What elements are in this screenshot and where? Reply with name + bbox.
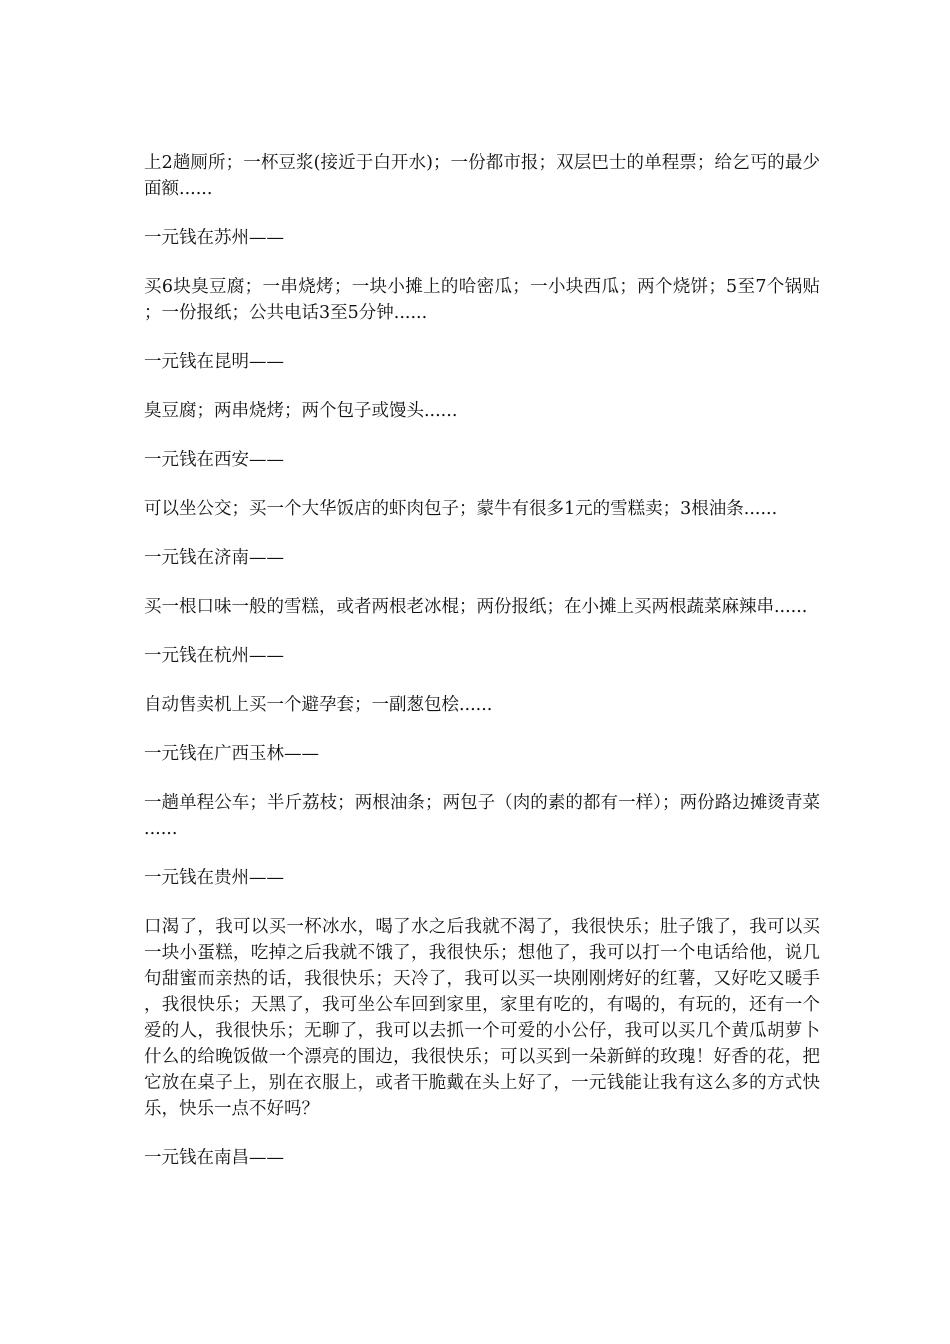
paragraph-hangzhou-items: 自动售卖机上买一个避孕套；一副葱包桧......: [144, 695, 493, 715]
paragraph-kunming-items: 臭豆腐；两串烧烤；两个包子或馒头......: [144, 401, 458, 421]
heading-jinan: 一元钱在济南——: [144, 548, 284, 568]
paragraph-jinan-items: 买一根口味一般的雪糕，或者两根老冰棍；两份报纸；在小摊上买两根蔬菜麻辣串......: [144, 597, 808, 617]
heading-xian: 一元钱在西安——: [144, 450, 284, 470]
heading-nanchang: 一元钱在南昌——: [144, 1148, 284, 1168]
heading-yulin: 一元钱在广西玉林——: [144, 744, 319, 764]
paragraph-shanghai-items: 上2趟厕所；一杯豆浆(接近于白开水)；一份都市报；双层巴士的单程票；给乞丐的最少面额......: [144, 153, 820, 199]
heading-suzhou: 一元钱在苏州——: [144, 228, 284, 248]
heading-guizhou: 一元钱在贵州——: [144, 868, 284, 888]
paragraph-suzhou-items: 买6块臭豆腐；一串烧烤；一块小摊上的哈密瓜；一小块西瓜；两个烧饼；5至7个锅贴；一份报纸；公共电话3至5分钟......: [144, 277, 820, 323]
paragraph-guizhou-items: 口渴了，我可以买一杯冰水，喝了水之后我就不渴了，我很快乐；肚子饿了，我可以买一块小蛋糕，吃掉之后我就不饿了，我很快乐；想他了，我可以打一个电话给他，说几句甜蜜而亲热的话，我很快乐；天冷了，我可以买一块刚刚烤好的红薯，又好吃又暖手，我很快乐；天黑了，我可坐公车回到家里，家里有吃的，有喝的，有玩的，还有一个爱的人，我很快乐；无聊了，我可以去抓一个可爱的小公仔，我可以买几个黄瓜胡萝卜什么的给晚饭做一个漂亮的围边，我很快乐；可以买到一朵新鲜的玫瑰！好香的花，把它放在桌子上，别在衣服上，或者干脆戴在头上好了，一元钱能让我有这么多的方式快乐，快乐一点不好吗？: [144, 917, 820, 1119]
document-body: [144, 150, 820, 1194]
heading-kunming: 一元钱在昆明——: [144, 352, 284, 372]
heading-hangzhou: 一元钱在杭州——: [144, 646, 284, 666]
paragraph-yulin-items: 一趟单程公车；半斤荔枝；两根油条；两包子（肉的素的都有一样）；两份路边摊烫青菜......: [144, 793, 820, 839]
paragraph-xian-items: 可以坐公交；买一个大华饭店的虾肉包子；蒙牛有很多1元的雪糕卖；3根油条......: [144, 499, 778, 519]
